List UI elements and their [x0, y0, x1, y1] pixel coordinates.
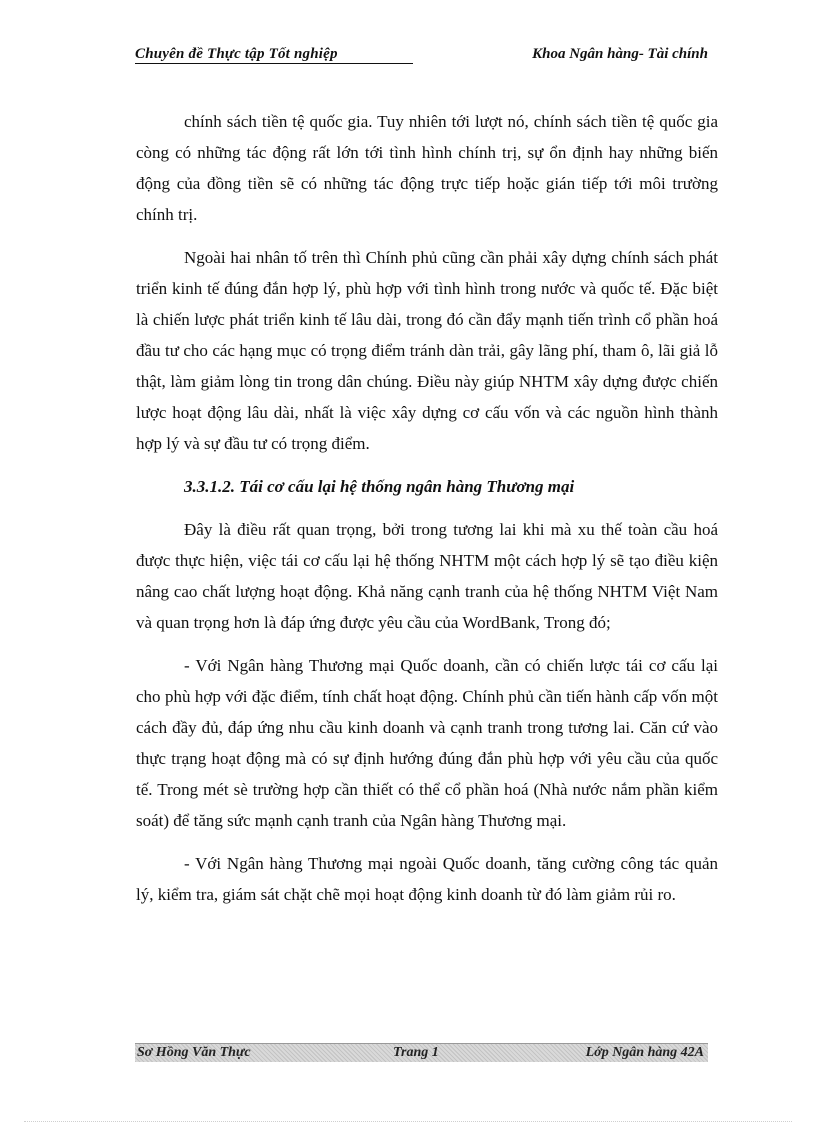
page-edge-divider — [24, 1121, 792, 1122]
paragraph-4: - Với Ngân hàng Thương mại Quốc doanh, cần có chiến lược tái cơ cấu lại cho phù hợp với đặc điểm, tính chất hoạt động. Chính phủ cần tiến hành cấp vốn một cách đầy đủ, đáp ứng nhu cầu kinh doanh và cạnh tranh trong tương lai. Căn cứ vào thực trạng hoạt động mà có sự định hướng đúng đắn phù hợp với yêu cầu của quốc tế. Trong mét sè trường hợp cần thiết có thể cổ phần hoá (Nhà nước nắm phần kiểm soát) để tăng sức mạnh cạnh tranh của Ngân hàng Thương mại. — [136, 656, 718, 830]
section-heading: 3.3.1.2. Tái cơ cấu lại hệ thống ngân hàng Thương mại — [184, 477, 575, 496]
paragraph-5: - Với Ngân hàng Thương mại ngoài Quốc doanh, tăng cường công tác quản lý, kiểm tra, giám sát chặt chẽ mọi hoạt động kinh doanh từ đó làm giảm rủi ro. — [136, 854, 718, 904]
document-body — [136, 106, 718, 922]
footer-author: Sơ Hồng Văn Thực — [137, 1045, 251, 1060]
paragraph-3: Đây là điều rất quan trọng, bởi trong tương lai khi mà xu thế toàn cầu hoá được thực hiện, việc tái cơ cấu lại hệ thống NHTM một cách hợp lý sẽ tạo điều kiện nâng cao chất lượng hoạt động. Khả năng cạnh tranh của hệ thống NHTM Việt Nam và quan trọng hơn là đáp ứng được yêu cầu của WordBank, Trong đó; — [136, 520, 718, 632]
paragraph-2: Ngoài hai nhân tố trên thì Chính phủ cũng cần phải xây dựng chính sách phát triển kinh tế đúng đắn hợp lý, phù hợp với tình hình trong nước và quốc tế. Đặc biệt là chiến lược phát triển kinh tế lâu dài, trong đó cần đẩy mạnh tiến trình cổ phần hoá đầu tư cho các hạng mục có trọng điểm tránh dàn trải, gây lãng phí, tham ô, lãi giả lỗ thật, làm giảm lòng tin trong dân chúng. Điều này giúp NHTM xây dựng được chiến lược hoạt động lâu dài, nhất là việc xây dựng cơ cấu vốn và các nguồn hình thành hợp lý và sự đầu tư có trọng điểm. — [136, 248, 718, 453]
header-right-title: Khoa Ngân hàng- Tài chính — [532, 46, 708, 62]
header-underline — [135, 63, 413, 64]
paragraph-1: chính sách tiền tệ quốc gia. Tuy nhiên tới lượt nó, chính sách tiền tệ quốc gia còng có những tác động rất lớn tới tình hình chính trị, sự ổn định hay những biến động của đồng tiền sẽ có những tác động trực tiếp hoặc gián tiếp tới môi trường chính trị. — [136, 112, 718, 224]
footer-class: Lớp Ngân hàng 42A — [585, 1045, 704, 1060]
page-header — [135, 46, 710, 68]
footer-page-number: Trang 1 — [393, 1045, 439, 1060]
header-left-title: Chuyên đề Thực tập Tốt nghiệp — [135, 46, 338, 62]
page-footer — [135, 1043, 708, 1062]
